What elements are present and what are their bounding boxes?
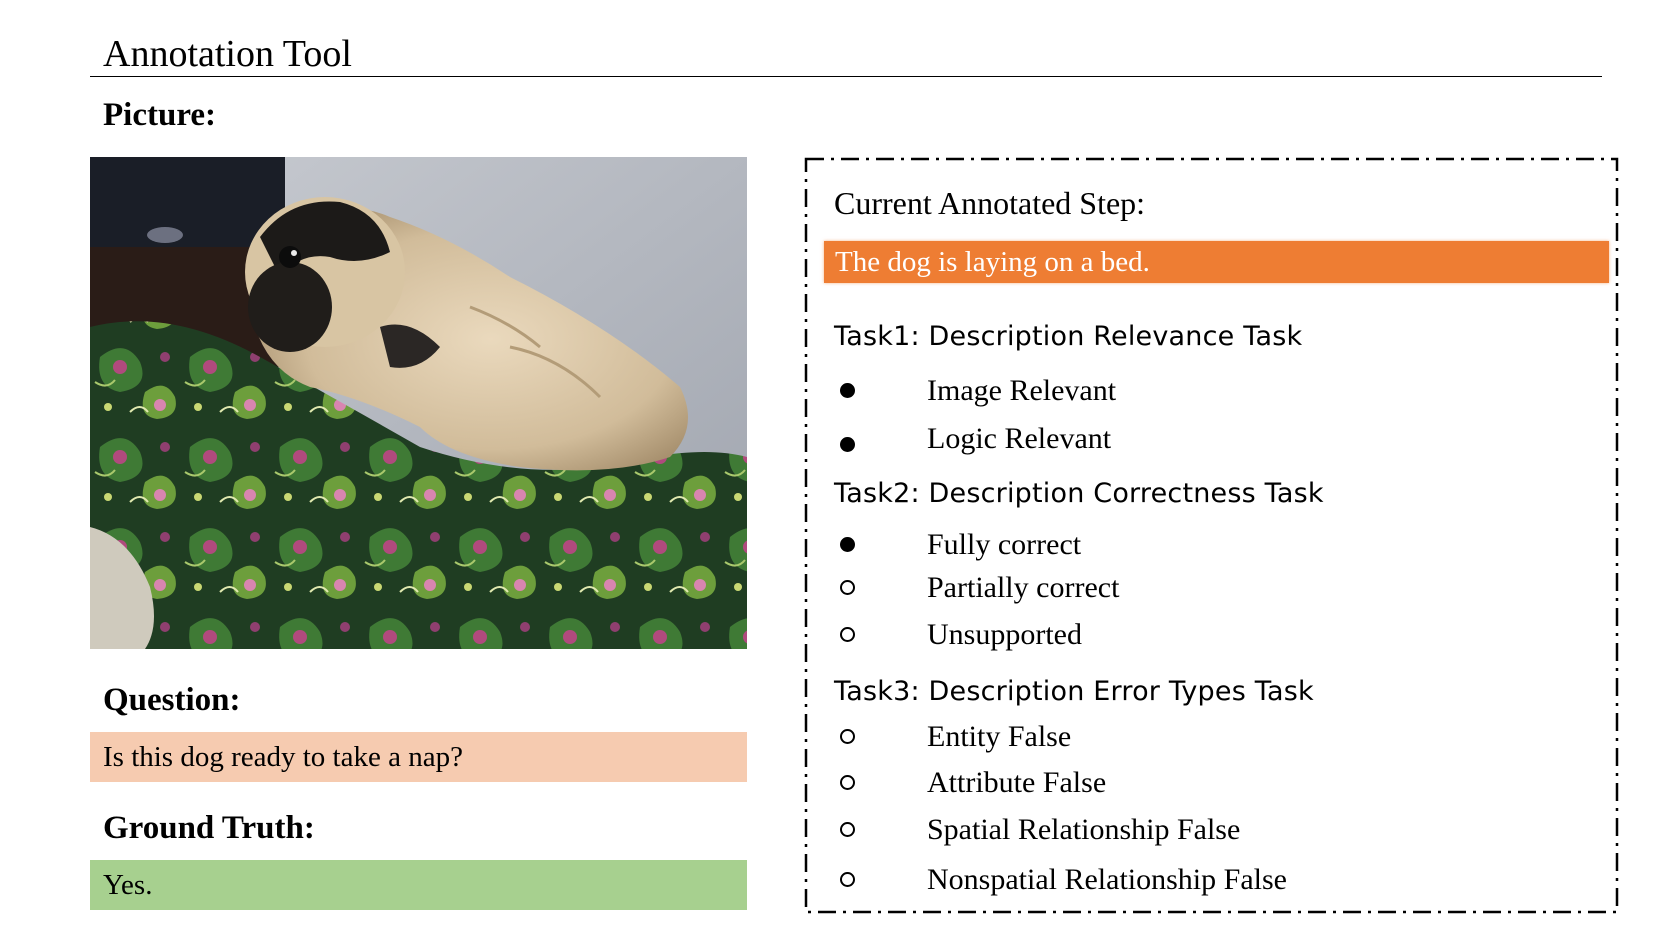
option-spatial-relationship-false[interactable]	[804, 812, 1594, 852]
radio-empty-icon[interactable]	[840, 627, 855, 642]
task2-title: Task2: Description Correctness Task	[834, 478, 1324, 509]
ground-truth-text: Yes.	[90, 860, 747, 910]
option-label: Spatial Relationship False	[927, 813, 1241, 846]
current-step-heading: Current Annotated Step:	[834, 185, 1146, 221]
option-label: Nonspatial Relationship False	[927, 863, 1287, 896]
option-partially-correct[interactable]	[804, 570, 1594, 610]
radio-empty-icon[interactable]	[840, 822, 855, 837]
option-label: Partially correct	[927, 571, 1120, 604]
ground-truth-label: Ground Truth:	[103, 810, 315, 846]
option-attribute-false[interactable]	[804, 765, 1594, 805]
question-label: Question:	[103, 682, 241, 718]
question-text: Is this dog ready to take a nap?	[90, 732, 747, 782]
radio-empty-icon[interactable]	[840, 775, 855, 790]
radio-empty-icon[interactable]	[840, 729, 855, 744]
annotation-panel	[804, 157, 1620, 915]
task1-title: Task1: Description Relevance Task	[834, 321, 1303, 352]
title-divider	[90, 76, 1602, 77]
radio-empty-icon[interactable]	[840, 580, 855, 595]
option-entity-false[interactable]	[804, 719, 1594, 759]
radio-selected-icon[interactable]	[840, 383, 855, 398]
option-label: Fully correct	[927, 528, 1082, 561]
dog-photo	[90, 157, 747, 649]
option-label: Unsupported	[927, 618, 1082, 651]
option-label: Attribute False	[927, 766, 1107, 799]
option-image-relevant[interactable]	[804, 373, 1594, 413]
option-logic-relevant[interactable]	[804, 421, 1594, 461]
option-fully-correct[interactable]	[804, 527, 1594, 567]
option-label: Logic Relevant	[927, 422, 1112, 455]
option-label: Entity False	[927, 720, 1072, 753]
option-nonspatial-relationship-false[interactable]	[804, 862, 1594, 902]
radio-selected-icon[interactable]	[840, 537, 855, 552]
task3-title: Task3: Description Error Types Task	[834, 676, 1314, 707]
page-title: Annotation Tool	[103, 33, 352, 75]
option-unsupported[interactable]	[804, 617, 1594, 657]
picture-label: Picture:	[103, 97, 217, 133]
current-step-text: The dog is laying on a bed.	[824, 241, 1609, 283]
radio-empty-icon[interactable]	[840, 872, 855, 887]
option-label: Image Relevant	[927, 374, 1117, 407]
radio-selected-icon[interactable]	[840, 437, 855, 452]
